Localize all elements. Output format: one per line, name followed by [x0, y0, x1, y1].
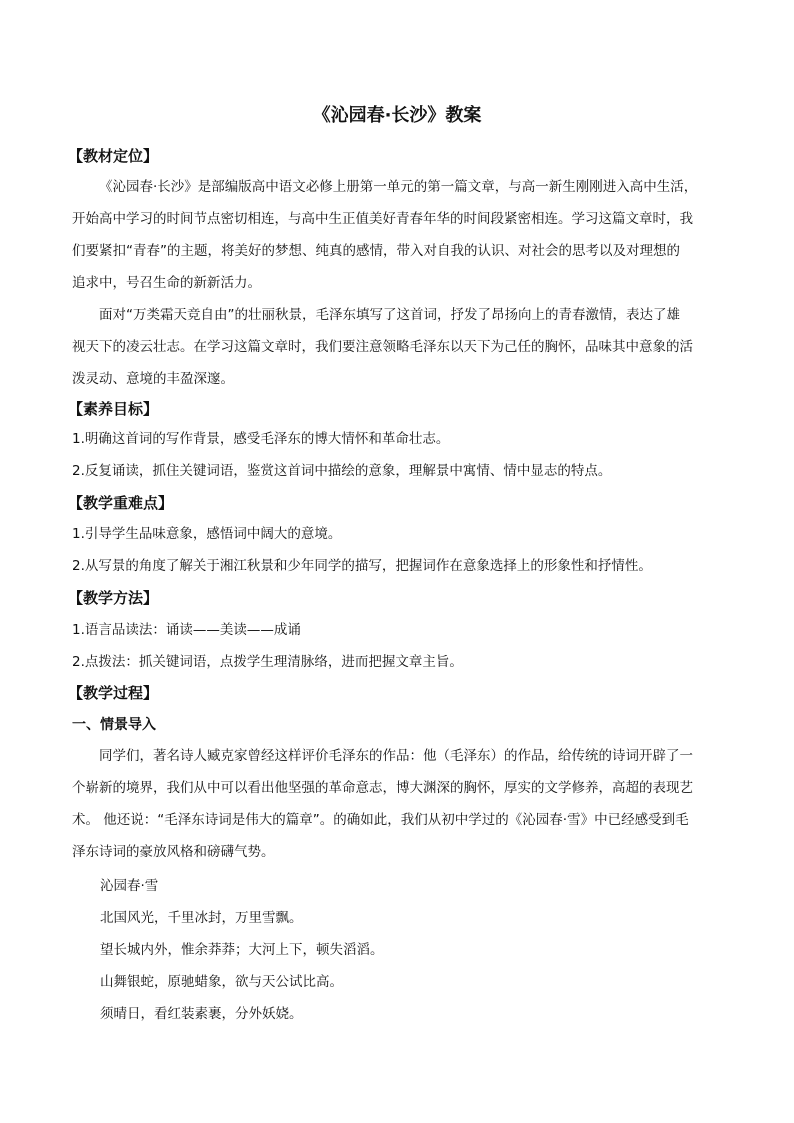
- goal-item-1: 1.明确这首词的写作背景，感受毛泽东的博大情怀和革命壮志。: [72, 431, 450, 447]
- paragraph-line: 开始高中学习的时间节点密切相连，与高中生正值美好青春年华的时间段紧密相连。学习这篇文章时，我: [72, 211, 693, 227]
- document-title: 《沁园春·长沙》教案: [312, 105, 482, 126]
- subheading-intro: 一、情景导入: [72, 717, 156, 733]
- paragraph-line: 面对“万类霜天竞自由”的壮丽秋景，毛泽东填写了这首词，抒发了昂扬向上的青春激情，表达了雄: [99, 307, 680, 323]
- paragraph-line: 同学们，著名诗人臧克家曾经这样评价毛泽东的作品：他（毛泽东）的作品，给传统的诗词开辟了一: [99, 748, 693, 764]
- positioning-paragraph-2: [72, 299, 724, 395]
- paragraph-line: 泼灵动、意境的丰盈深邃。: [72, 371, 234, 387]
- paragraph-line: 泽东诗词的豪放风格和磅礴气势。: [72, 844, 275, 860]
- heading-process: 【教学过程】: [68, 684, 159, 702]
- method-item-2: 2.点拨法：抓关键词语，点拨学生理清脉络，进而把握文章主旨。: [72, 654, 463, 670]
- heading-positioning: 【教材定位】: [68, 147, 159, 165]
- paragraph-line: 追求中，号召生命的新新活力。: [72, 275, 261, 291]
- poem-line: 北国风光，千里冰封，万里雪飘。: [100, 910, 303, 926]
- poem-line: 须晴日，看红装素裹，分外妖娆。: [100, 1006, 303, 1022]
- positioning-paragraph-1: [72, 171, 724, 299]
- goal-item-2: 2.反复诵读，抓住关键词语，鉴赏这首词中描绘的意象，理解景中寓情、情中显志的特点。: [72, 463, 612, 479]
- key-point-item-2: 2.从写景的角度了解关于湘江秋景和少年同学的描写，把握词作在意象选择上的形象性和抒情性。: [72, 558, 652, 574]
- paragraph-line: 术。 他还说：“毛泽东诗词是伟大的篇章”。的确如此，我们从初中学过的《沁园春·雪》中已经感受到毛: [72, 812, 689, 828]
- poem-title: 沁园春·雪: [100, 878, 159, 894]
- poem-line: 望长城内外，惟余莽莽；大河上下，顿失滔滔。: [100, 942, 384, 958]
- intro-paragraph: [72, 740, 724, 868]
- heading-key-points: 【教学重难点】: [68, 494, 174, 512]
- heading-goals: 【素养目标】: [68, 400, 159, 418]
- poem-line: 山舞银蛇，原驰蜡象，欲与天公试比高。: [100, 974, 343, 990]
- method-item-1: 1.语言品读法：诵读——美读——成诵: [72, 622, 301, 638]
- heading-methods: 【教学方法】: [68, 589, 159, 607]
- paragraph-line: 《沁园春·长沙》是部编版高中语文必修上册第一单元的第一篇文章，与高一新生刚刚进入高中生活，: [99, 179, 698, 195]
- paragraph-line: 视天下的凌云壮志。在学习这篇文章时，我们要注意领略毛泽东以天下为己任的胸怀，品味其中意象的活: [72, 339, 693, 355]
- paragraph-line: 们要紧扣“青春”的主题，将美好的梦想、纯真的感情，带入对自我的认识、对社会的思考以及对理想的: [72, 243, 680, 259]
- paragraph-line: 个崭新的境界，我们从中可以看出他坚强的革命意志，博大渊深的胸怀，厚实的文学修养，高超的表现艺: [72, 780, 693, 796]
- key-point-item-1: 1.引导学生品味意象，感悟词中阔大的意境。: [72, 526, 342, 542]
